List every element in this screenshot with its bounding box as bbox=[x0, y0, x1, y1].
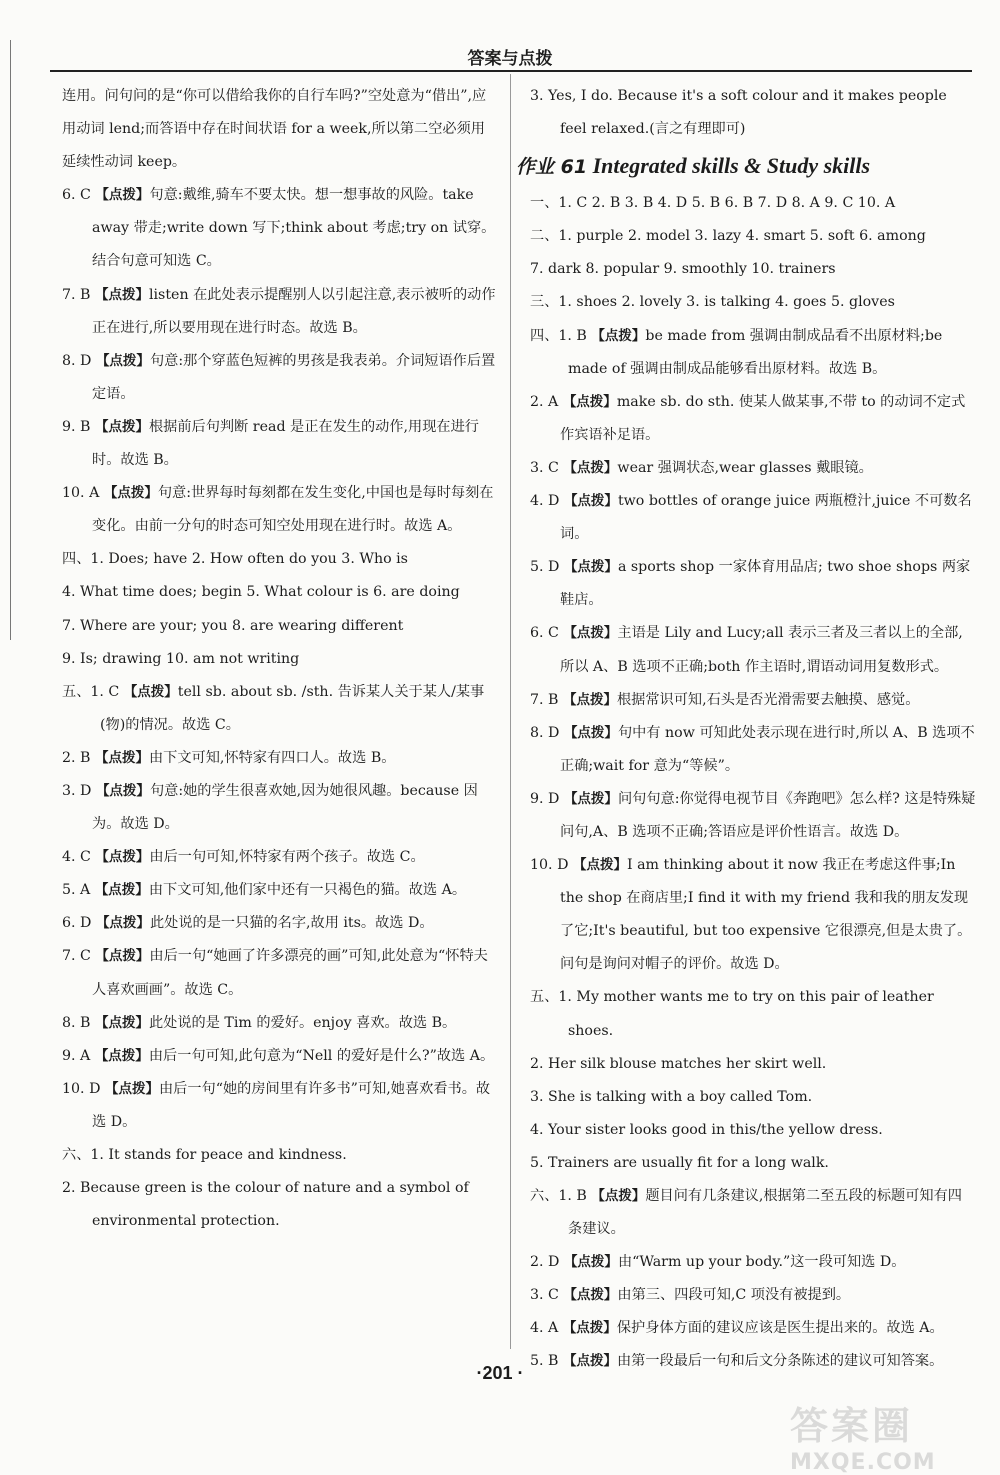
answer-item bbox=[62, 1172, 498, 1238]
answer-item bbox=[62, 742, 498, 775]
answer-text: 保护身体方面的建议应该是医生提出来的。故选 A。 bbox=[616, 1320, 944, 1337]
answer-text: 4. What time does; begin 5. What colour is 6. are doing bbox=[62, 584, 460, 601]
answer-item bbox=[530, 220, 976, 253]
answer-number: 三、 bbox=[530, 294, 559, 311]
answer-number: 4. A bbox=[530, 1320, 563, 1337]
answer-number: 7. C bbox=[62, 948, 96, 965]
answer-number: 4. D bbox=[530, 493, 564, 510]
answer-number: 3. C bbox=[530, 1287, 564, 1304]
answer-text: 问句句意:你觉得电视节目《奔跑吧》怎么样? 这是特殊疑问句,A、B 选项不正确;答语应是评价性语言。故选 D。 bbox=[560, 790, 976, 840]
answer-number: 5. A bbox=[62, 882, 95, 899]
answer-item bbox=[530, 981, 976, 1047]
binding-margin-line bbox=[10, 40, 11, 640]
watermark-url: MXQE.COM bbox=[790, 1450, 936, 1475]
hint-label: 【点拨】 bbox=[95, 187, 150, 204]
answer-text: I am thinking about it now 我正在考虑这件事;In the shop 在商店里;I find it with my friend 我和我的朋友发现了它;It's beautiful, but too expensive 它很漂亮,但是太贵了。问句是询问对帽子的评价。故选 D。 bbox=[560, 857, 972, 973]
answer-item bbox=[530, 684, 976, 717]
answer-item bbox=[530, 1081, 976, 1114]
answer-text: 此处说的是 Tim 的爱好。enjoy 喜欢。故选 B。 bbox=[148, 1014, 457, 1031]
answer-item bbox=[530, 452, 976, 485]
answer-text: She is talking with a boy called Tom. bbox=[548, 1088, 813, 1105]
answer-item bbox=[62, 610, 498, 643]
answer-item bbox=[62, 411, 498, 477]
answer-text: make sb. do sth. 使某人做某事,不带 to 的动词不定式作宾语补足语。 bbox=[560, 393, 966, 443]
hint-label: 【点拨】 bbox=[95, 352, 150, 369]
answer-item bbox=[530, 80, 976, 146]
answer-text: 句意:戴维,骑车不要太快。想一想事故的风险。take away 带走;write down 写下;think about 考虑;try on 试穿。结合句意可知选 C。 bbox=[92, 187, 496, 270]
answer-item bbox=[62, 1139, 498, 1172]
left-column bbox=[62, 80, 498, 1238]
answer-number: 8. D bbox=[62, 352, 96, 369]
hint-label: 【点拨】 bbox=[563, 1254, 618, 1271]
answer-item bbox=[62, 643, 498, 676]
answer-item bbox=[62, 907, 498, 940]
answer-number: 6. C bbox=[530, 625, 564, 642]
hint-label: 【点拨】 bbox=[95, 782, 150, 799]
answer-number: 5. bbox=[530, 1154, 549, 1171]
answer-item bbox=[530, 1147, 976, 1180]
answer-text: 根据前后句判断 read 是正在发生的动作,用现在进行时。故选 B。 bbox=[92, 418, 479, 469]
answer-number: 五、1. bbox=[530, 989, 577, 1006]
answer-item bbox=[62, 179, 498, 278]
answer-number: 10. D bbox=[62, 1080, 105, 1097]
answer-text: 根据常识可知,石头是否光滑需要去触摸、感觉。 bbox=[616, 691, 920, 708]
answer-number: 3. bbox=[530, 1088, 549, 1105]
hint-label: 【点拨】 bbox=[563, 724, 618, 741]
running-header: 答案与点拨 bbox=[467, 49, 553, 69]
answer-number: 五、1. C bbox=[62, 683, 124, 700]
answer-number: 4. C bbox=[62, 849, 96, 866]
answer-item bbox=[530, 617, 976, 683]
answer-item bbox=[62, 477, 498, 543]
answer-item bbox=[530, 783, 976, 849]
answer-text: Her silk blouse matches her skirt well. bbox=[548, 1055, 827, 1072]
answer-number: 4. bbox=[530, 1121, 549, 1138]
answer-number: 10. A bbox=[62, 485, 104, 502]
hint-label: 【点拨】 bbox=[563, 493, 618, 510]
answer-number: 六、1. bbox=[62, 1147, 109, 1163]
answer-item bbox=[530, 187, 976, 220]
answer-text: 句意:她的学生很喜欢她,因为她很风趣。because 因为。故选 D。 bbox=[92, 782, 478, 833]
answer-text: 由后一句“她画了许多漂亮的画”可知,此处意为“怀特夫人喜欢画画”。故选 C。 bbox=[92, 948, 488, 998]
answer-text: 由后一句“她的房间里有许多书”可知,她喜欢看书。故选 D。 bbox=[92, 1080, 491, 1130]
lesson-name: Integrated skills & Study skills bbox=[592, 153, 871, 179]
answer-item bbox=[62, 676, 498, 742]
answer-item bbox=[530, 1180, 976, 1246]
answer-item bbox=[530, 386, 976, 452]
lesson-number: 作业 61 bbox=[516, 156, 588, 179]
answer-number: 9. D bbox=[530, 790, 564, 807]
answer-item bbox=[530, 1345, 976, 1378]
answer-number: 2. B bbox=[62, 749, 95, 766]
answer-item bbox=[530, 1279, 976, 1312]
lesson-title bbox=[516, 146, 976, 187]
answer-text: 主语是 Lily and Lucy;all 表示三者及三者以上的全部,所以 A、B 选项不正确;both 作主语时,谓语动词用复数形式。 bbox=[560, 625, 963, 675]
answer-item bbox=[530, 253, 976, 286]
answer-number: 5. D bbox=[530, 559, 564, 576]
watermark-logo bbox=[790, 1395, 990, 1475]
answer-number: 四、1. B bbox=[530, 327, 592, 344]
answer-number: 6. C bbox=[62, 187, 96, 204]
answer-item bbox=[530, 849, 976, 981]
hint-label: 【点拨】 bbox=[563, 1287, 618, 1304]
hint-label: 【点拨】 bbox=[562, 691, 617, 708]
answer-item bbox=[530, 1048, 976, 1081]
hint-label: 【点拨】 bbox=[562, 1353, 617, 1370]
answer-number: 3. C bbox=[530, 459, 564, 476]
answer-text: 由下文可知,怀特家有四口人。故选 B。 bbox=[148, 749, 396, 766]
hint-label: 【点拨】 bbox=[563, 459, 618, 476]
answer-number: 2. bbox=[62, 1180, 81, 1197]
answer-text: Your sister looks good in this/the yellow dress. bbox=[548, 1121, 883, 1138]
answer-text: listen 在此处表示提醒别人以引起注意,表示被听的动作正在进行,所以要用现在进行时态。故选 B。 bbox=[92, 286, 496, 336]
hint-label: 【点拨】 bbox=[563, 625, 618, 642]
answer-number: 3. D bbox=[62, 782, 96, 799]
header-rule bbox=[50, 70, 972, 72]
answer-number: 7. B bbox=[62, 286, 95, 303]
hint-label: 【点拨】 bbox=[95, 849, 150, 866]
answer-text: 1. shoes 2. lovely 3. is talking 4. goes 5. gloves bbox=[558, 294, 895, 311]
answer-number: 7. B bbox=[530, 691, 563, 708]
answer-text: two bottles of orange juice 两瓶橙汁,juice 不可数名词。 bbox=[560, 493, 972, 543]
answer-text: 1. C 2. B 3. B 4. D 5. B 6. B 7. D 8. A 9. C 10. A bbox=[558, 195, 896, 212]
answer-item bbox=[62, 775, 498, 841]
answer-item bbox=[530, 1246, 976, 1279]
answer-text: wear 强调状态,wear glasses 戴眼镜。 bbox=[617, 459, 873, 476]
answer-number: 9. A bbox=[62, 1047, 95, 1064]
hint-label: 【点拨】 bbox=[94, 418, 149, 435]
hint-label: 【点拨】 bbox=[123, 683, 178, 700]
answer-item bbox=[62, 279, 498, 345]
answer-number: 一、 bbox=[530, 195, 559, 212]
answer-number: 2. A bbox=[530, 393, 563, 410]
answer-text: 9. Is; drawing 10. am not writing bbox=[62, 650, 300, 667]
hint-label: 【点拨】 bbox=[94, 1047, 149, 1064]
answer-text: 此处说的是一只猫的名字,故用 its。故选 D。 bbox=[149, 915, 434, 932]
answer-item bbox=[62, 1007, 498, 1040]
hint-label: 【点拨】 bbox=[591, 327, 646, 344]
answer-item bbox=[62, 1040, 498, 1073]
hint-label: 【点拨】 bbox=[562, 1320, 617, 1337]
hint-label: 【点拨】 bbox=[94, 1014, 149, 1031]
hint-label: 【点拨】 bbox=[563, 790, 618, 807]
answer-text: 句中有 now 可知此处表示现在进行时,所以 A、B 选项不正确;wait for 意为“等候”。 bbox=[560, 724, 975, 774]
hint-label: 【点拨】 bbox=[591, 1188, 646, 1204]
answer-number: 9. B bbox=[62, 418, 95, 435]
answer-text: 由后一句可知,此句意为“Nell 的爱好是什么?”故选 A。 bbox=[148, 1047, 495, 1064]
answer-item bbox=[62, 1073, 498, 1139]
answer-number: 2. D bbox=[530, 1254, 564, 1271]
answer-text: be made from 强调由制成品看不出原材料;be made of 强调由制成品能够看出原材料。故选 B。 bbox=[568, 327, 943, 377]
answer-item bbox=[530, 485, 976, 551]
hint-label: 【点拨】 bbox=[572, 857, 627, 874]
answer-item bbox=[62, 576, 498, 609]
hint-label: 【点拨】 bbox=[94, 749, 149, 766]
answer-text: 句意:那个穿蓝色短裤的男孩是我表弟。介词短语作后置定语。 bbox=[92, 352, 496, 402]
answer-text: Yes, I do. Because it's a soft colour and it makes people feel relaxed.(言之有理即可) bbox=[548, 88, 947, 138]
answer-text: 句意:世界每时每刻都在发生变化,中国也是每时每刻在变化。由前一分句的时态可知空处用现在进行时。故选 A。 bbox=[92, 485, 494, 535]
answer-item bbox=[62, 543, 498, 576]
answer-text: 1. purple 2. model 3. lazy 4. smart 5. soft 6. among bbox=[558, 228, 926, 245]
answer-number: 3. bbox=[530, 88, 549, 104]
answer-text: Trainers are usually fit for a long walk. bbox=[548, 1154, 829, 1171]
answer-item bbox=[62, 940, 498, 1006]
hint-label: 【点拨】 bbox=[563, 559, 618, 576]
answer-text: a sports shop 一家体育用品店; two shoe shops 两家鞋店。 bbox=[560, 559, 971, 609]
answer-text: tell sb. about sb. /sth. 告诉某人关于某人/某事(物)的情况。故选 C。 bbox=[100, 683, 485, 733]
hint-label: 【点拨】 bbox=[95, 948, 150, 965]
answer-item bbox=[530, 320, 976, 386]
answer-text: 题目问有几条建议,根据第二至五段的标题可知有四条建议。 bbox=[568, 1188, 962, 1238]
answer-number: 四、1. bbox=[62, 551, 109, 568]
hint-label: 【点拨】 bbox=[95, 915, 150, 932]
answer-text: 由“Warm up your body.”这一段可知选 D。 bbox=[617, 1254, 906, 1271]
page-number: ·201 · bbox=[476, 1363, 524, 1383]
hint-label: 【点拨】 bbox=[103, 485, 158, 502]
answer-number: 8. B bbox=[62, 1014, 95, 1031]
answer-item bbox=[62, 874, 498, 907]
hint-label: 【点拨】 bbox=[104, 1080, 159, 1097]
answer-text: 由第三、四段可知,C 项没有被提到。 bbox=[617, 1287, 851, 1304]
answer-text: My mother wants me to try on this pair of leather shoes. bbox=[568, 989, 934, 1039]
answer-text: 由下文可知,他们家中还有一只褐色的猫。故选 A。 bbox=[148, 882, 467, 899]
answer-number: 5. B bbox=[530, 1353, 563, 1370]
answer-text: 由后一句可知,怀特家有两个孩子。故选 C。 bbox=[149, 849, 425, 866]
answer-item bbox=[530, 1312, 976, 1345]
answer-text: It stands for peace and kindness. bbox=[108, 1147, 347, 1163]
answer-text: Does; have 2. How often do you 3. Who is bbox=[108, 551, 408, 568]
hint-label: 【点拨】 bbox=[94, 882, 149, 899]
watermark-logo-text: 答案圈 bbox=[790, 1404, 914, 1448]
answer-item bbox=[530, 286, 976, 319]
answer-number: 10. D bbox=[530, 857, 573, 874]
answer-number: 8. D bbox=[530, 724, 564, 741]
answer-text: 连用。问句问的是“你可以借给我你的自行车吗?”空处意为“借出”,应用动词 lend;而答语中存在时间状语 for a week,所以第二空必须用延续性动词 keep。 bbox=[62, 88, 487, 171]
answer-number: 六、1. B bbox=[530, 1188, 592, 1204]
right-column bbox=[516, 80, 976, 1379]
answer-text: Because green is the colour of nature and a symbol of environmental protection. bbox=[80, 1180, 469, 1230]
column-divider bbox=[510, 74, 511, 1349]
answer-number: 二、 bbox=[530, 228, 559, 245]
answer-number: 2. bbox=[530, 1055, 549, 1072]
answer-item bbox=[62, 80, 498, 179]
answer-item bbox=[530, 551, 976, 617]
answer-text: 7. dark 8. popular 9. smoothly 10. trainers bbox=[530, 261, 836, 278]
answer-item bbox=[62, 345, 498, 411]
hint-label: 【点拨】 bbox=[94, 286, 149, 303]
answer-text: 由第一段最后一句和后文分条陈述的建议可知答案。 bbox=[616, 1353, 944, 1370]
answer-item bbox=[530, 717, 976, 783]
hint-label: 【点拨】 bbox=[562, 393, 617, 410]
answer-item bbox=[530, 1114, 976, 1147]
answer-number: 6. D bbox=[62, 915, 96, 932]
answer-item bbox=[62, 841, 498, 874]
answer-text: 7. Where are your; you 8. are wearing different bbox=[62, 617, 404, 634]
